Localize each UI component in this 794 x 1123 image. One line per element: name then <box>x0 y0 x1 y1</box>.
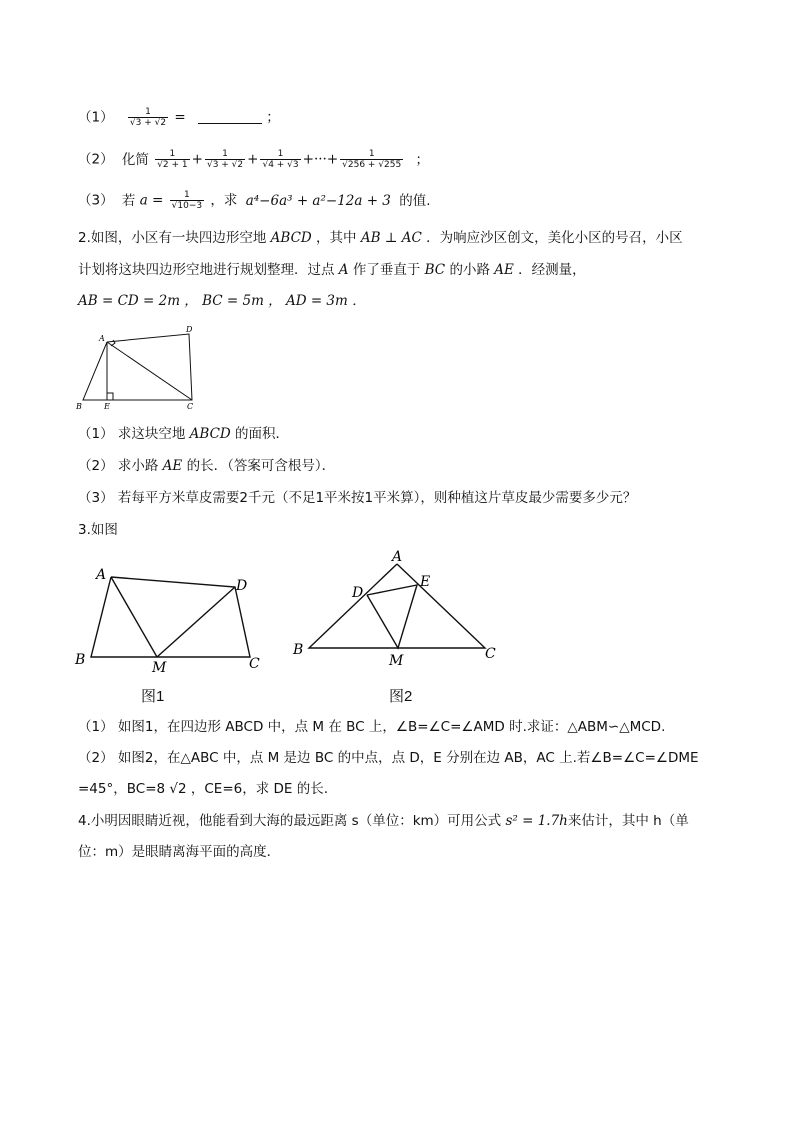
semicolon: ； <box>266 109 280 126</box>
text: （1） 求这块空地 <box>78 426 190 442</box>
fraction <box>170 190 204 211</box>
label-c: C <box>187 402 194 411</box>
segment-bc: BC <box>424 262 446 278</box>
part-label: （1） <box>78 109 114 126</box>
figure-2 <box>290 546 502 668</box>
quad-name: ABCD <box>189 426 231 442</box>
denominator: √256 + √255 <box>342 160 402 170</box>
q2-line1 <box>78 229 683 247</box>
segment-ae: AE <box>494 262 514 278</box>
q1-part1 <box>78 107 280 128</box>
semicolon: ； <box>415 151 430 168</box>
segment-am <box>111 577 157 657</box>
quad-outline <box>83 334 192 400</box>
label-b: B <box>76 402 82 411</box>
equals-sign: = <box>174 109 186 126</box>
q2-measurements: AB = CD = 2m ， BC = 5m ， AD = 3m ． <box>78 293 366 309</box>
variable-a: a = <box>139 192 164 209</box>
numerator: 1 <box>155 149 189 160</box>
label-c: C <box>485 646 496 662</box>
plus-sign: + <box>326 151 339 168</box>
denominator: √3 + √2 <box>206 160 244 170</box>
q2-part3: （3） 若每平方米草皮需要2千元（不足1平米按1平米算），则种植这片草皮最少需要多少元？ <box>78 490 637 506</box>
text: ，其中 <box>311 230 361 246</box>
plus-sign: + <box>191 151 203 168</box>
text: 2.如图，小区有一块四边形空地 <box>78 230 271 246</box>
diagonal-ac <box>107 342 192 400</box>
text: 4.小明因眼睛近视，他能看到大海的最远距离 s（单位：km）可用公式 <box>78 813 506 829</box>
q2-line2 <box>78 261 586 279</box>
q3-part2-line2: =45°，BC=8 √2 ，CE=6，求 DE 的长. <box>78 781 329 797</box>
figure-2-caption: 图2 <box>389 688 413 705</box>
answer-blank <box>198 111 262 124</box>
numerator: 1 <box>128 107 168 118</box>
q4-line2: 位：m）是眼睛离海平面的高度． <box>78 844 281 860</box>
numerator: 1 <box>340 149 403 160</box>
label-a: A <box>96 567 107 583</box>
ellipsis: ··· <box>313 151 327 168</box>
fraction <box>155 149 189 170</box>
label-m: M <box>389 653 404 668</box>
point-a: A <box>338 262 349 278</box>
figure-1 <box>70 562 270 674</box>
label-d: D <box>236 578 248 594</box>
denominator: √3 + √2 <box>129 118 167 128</box>
text: ．为响应沙区创文，美化小区的号召，小区 <box>421 230 683 246</box>
denominator: √2 + 1 <box>157 160 188 170</box>
label-b: B <box>293 642 304 658</box>
numerator: 1 <box>260 149 300 160</box>
value-word: 的值. <box>399 192 431 209</box>
plus-sign: + <box>247 151 259 168</box>
numerator: 1 <box>170 190 204 201</box>
plus-sign: + <box>302 151 314 168</box>
label-e: E <box>420 574 431 590</box>
quadrilateral-figure <box>74 322 204 414</box>
text: 的小路 <box>445 262 495 278</box>
q2-part2 <box>78 457 335 475</box>
part-label: （3） <box>78 192 114 209</box>
text: 的面积． <box>230 426 290 442</box>
segment-dm <box>157 587 235 657</box>
fraction <box>205 149 245 170</box>
if-word: 若 <box>121 192 136 209</box>
q3-part1: （1） 如图1，在四边形 ABCD 中，点 M 在 BC 上，∠B=∠C=∠AMD 时.求证：△ABM∽△MCD. <box>78 719 666 735</box>
fraction <box>340 149 403 170</box>
q3-title: 3.如图 <box>78 522 118 538</box>
q1-part2 <box>78 149 429 170</box>
q2-part1 <box>78 425 289 443</box>
denominator: √10−3 <box>171 201 203 211</box>
figure-1-caption: 图1 <box>141 688 165 705</box>
text: 计划将这块四边形空地进行规划整理．过点 <box>78 262 339 278</box>
formula: s² = 1.7h <box>505 813 568 829</box>
right-angle-mark-e <box>107 393 113 400</box>
fraction <box>260 149 300 170</box>
simplify-verb: 化简 <box>121 151 149 168</box>
polynomial-expression: a⁴−6a³ + a²−12a + 3 <box>245 192 391 209</box>
text: 来估计，其中 h（单 <box>567 813 689 829</box>
label-m: M <box>152 660 167 674</box>
perpendicular-relation: AB ⊥ AC <box>360 230 422 246</box>
label-e: E <box>104 402 110 411</box>
triangle-abc <box>309 564 485 648</box>
text: 的长．（答案可含根号）． <box>182 458 336 474</box>
segment-ae: AE <box>162 458 183 474</box>
text: （2） 求小路 <box>78 458 163 474</box>
label-d: D <box>186 325 193 334</box>
fraction <box>128 107 168 128</box>
label-d: D <box>352 585 364 601</box>
numerator: 1 <box>205 149 245 160</box>
text: ．经测量， <box>513 262 586 278</box>
q3-part2-line1: （2） 如图2，在△ABC 中，点 M 是边 BC 的中点，点 D，E 分别在边 AB，AC 上.若∠B=∠C=∠DME <box>78 750 699 766</box>
label-a: A <box>392 549 403 565</box>
part-label: （2） <box>78 151 114 168</box>
find-word: ，求 <box>210 192 238 209</box>
q4-line1 <box>78 812 689 830</box>
text: 作了垂直于 <box>348 262 425 278</box>
q1-part3 <box>78 190 431 211</box>
label-a: A <box>99 334 105 343</box>
denominator: √4 + √3 <box>262 160 299 170</box>
label-c: C <box>249 656 260 672</box>
triangle-dme <box>367 585 417 648</box>
label-b: B <box>75 652 86 668</box>
quad-name: ABCD <box>270 230 312 246</box>
